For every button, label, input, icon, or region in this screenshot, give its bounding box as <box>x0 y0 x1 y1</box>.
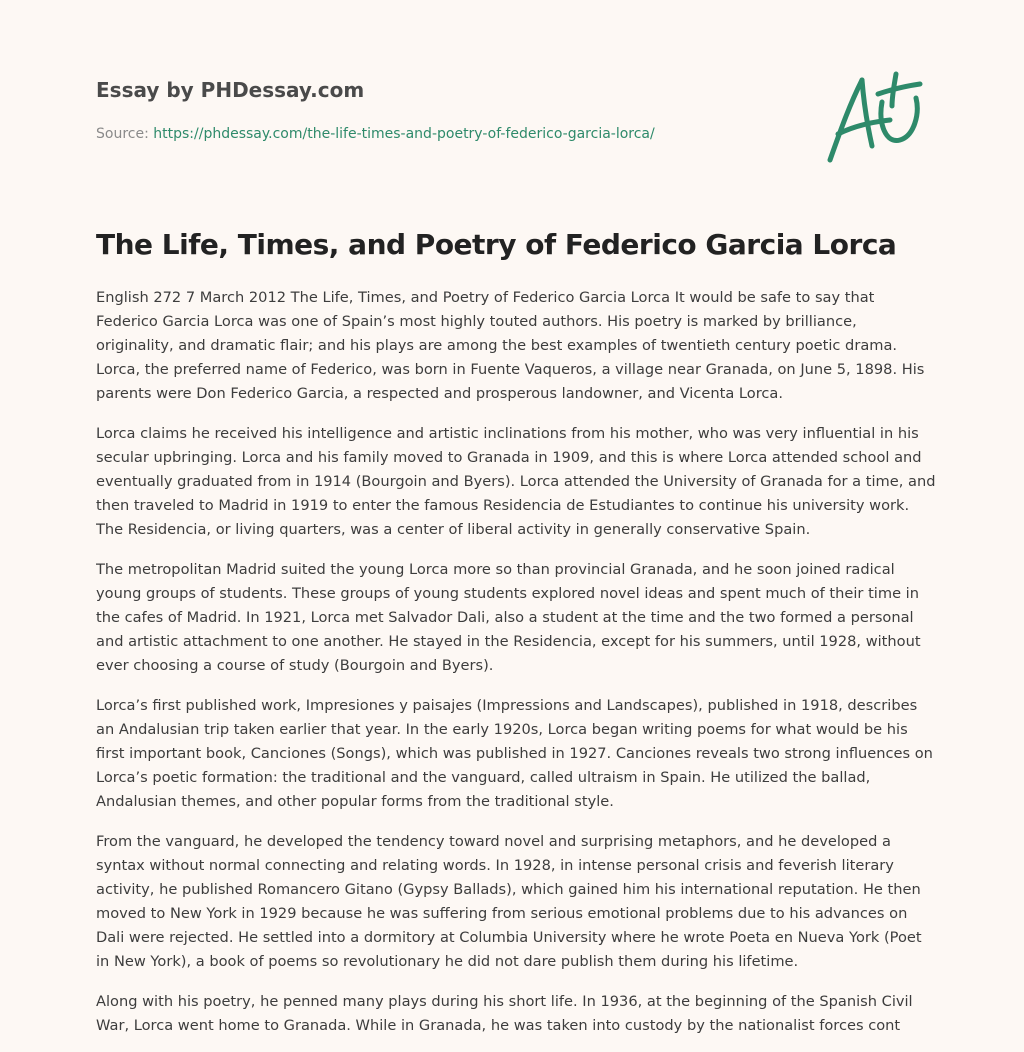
page-header <box>96 76 796 144</box>
essay-paragraph: Lorca claims he received his intelligence and artistic inclinations from his mother, who was very influential in his secular upbringing. Lorca and his family moved to Granada in 1909, and this is where Lorca attended school and eventually graduated from in 1914 (Bourgoin and Byers). Lorca attended the University of Granada for a time, and then traveled to Madrid in 1919 to enter the famous Residencia de Estudiantes to continue his university work. The Residencia, or living quarters, was a center of liberal activity in generally conservative Spain. <box>96 425 936 538</box>
essay-paragraph: Lorca’s first published work, Impresiones y paisajes (Impressions and Landscapes), published in 1918, describes an Andalusian trip taken earlier that year. In the early 1920s, Lorca began writing poems for what would be his first important book, Canciones (Songs), which was published in 1927. Canciones reveals two strong influences on Lorca’s poetic formation: the traditional and the vanguard, called ultraism in Spain. He utilized the ballad, Andalusian themes, and other popular forms from the traditional style. <box>96 697 933 810</box>
essay-paragraph: Along with his poetry, he penned many plays during his short life. In 1936, at the beginning of the Spanish Civil War, Lorca went home to Granada. While in Granada, he was taken into custody by the nationalist forces cont <box>96 993 913 1034</box>
essay-body <box>96 286 936 1052</box>
essay-title: The Life, Times, and Poetry of Federico Garcia Lorca <box>96 228 897 261</box>
essay-paragraph: From the vanguard, he developed the tendency toward novel and surprising metaphors, and he developed a syntax without normal connecting and relating words. In 1928, in intense personal crisis and feverish literary activity, he published Romancero Gitano (Gypsy Ballads), which gained him his international reputation. He then moved to New York in 1929 because he was suffering from serious emotional problems due to his advances on Dali were rejected. He settled into a dormitory at Columbia University where he wrote Poeta en Nueva York (Poet in New York), a book of poems so revolutionary he did not dare publish them during his lifetime. <box>96 833 922 970</box>
a-plus-grade-icon <box>820 66 930 166</box>
site-title: Essay by PHDessay.com <box>96 78 365 102</box>
essay-paragraph: English 272 7 March 2012 The Life, Times, and Poetry of Federico Garcia Lorca It would be safe to say that Federico Garcia Lorca was one of Spain’s most highly touted authors. His poetry is marked by brilliance, originality, and dramatic flair; and his plays are among the best examples of twentieth century poetic drama. Lorca, the preferred name of Federico, was born in Fuente Vaqueros, a village near Granada, on June 5, 1898. His parents were Don Federico Garcia, a respected and prosperous landowner, and Vicenta Lorca. <box>96 289 925 402</box>
source-line <box>96 124 796 144</box>
essay-paragraph: The metropolitan Madrid suited the young Lorca more so than provincial Granada, and he soon joined radical young groups of students. These groups of young students explored novel ideas and spent much of their time in the cafes of Madrid. In 1921, Lorca met Salvador Dali, also a student at the time and the two formed a personal and artistic attachment to one another. He stayed in the Residencia, except for his summers, until 1928, without ever choosing a course of study (Bourgoin and Byers). <box>96 561 921 674</box>
a-plus-logo-svg <box>820 66 930 166</box>
source-link[interactable]: https://phdessay.com/the-life-times-and-poetry-of-federico-garcia-lorca/ <box>153 126 655 142</box>
a-right-stroke <box>862 80 872 146</box>
plus-horizontal <box>878 84 920 94</box>
source-label: Source: <box>96 126 154 142</box>
a-left-stroke <box>830 80 862 160</box>
